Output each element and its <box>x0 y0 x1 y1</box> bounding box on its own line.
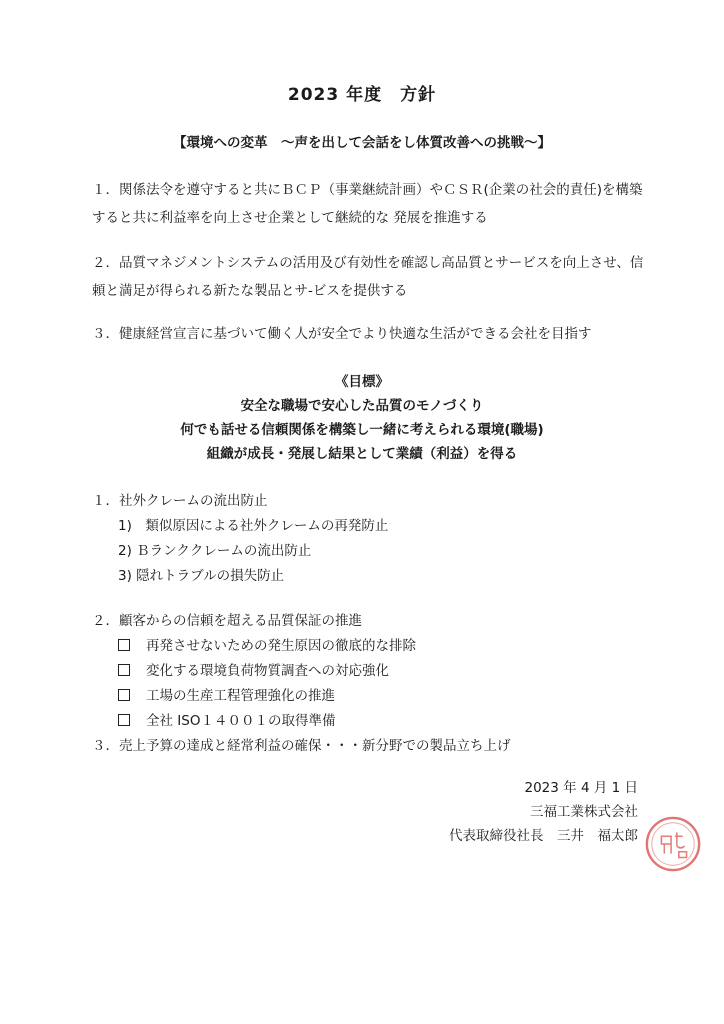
objective-heading: ３．売上予算の達成と経常利益の確保・・・新分野での製品立ち上げ <box>92 738 511 754</box>
issue-date: 2023 年 4 月 1 日 <box>524 780 638 796</box>
checkbox-icon <box>118 714 130 726</box>
objective-heading: ２．顧客からの信頼を超える品質保証の推進 <box>92 613 362 629</box>
checklist-item <box>92 634 511 659</box>
checklist-item <box>92 684 511 709</box>
representative-name: 代表取締役社長 三井 福太郎 <box>449 828 638 844</box>
objective-subitem: 3) 隠れトラブルの損失防止 <box>118 568 285 584</box>
checkbox-icon <box>118 689 130 701</box>
signature-block <box>449 776 638 848</box>
checklist-label: 工場の生産工程管理強化の推進 <box>146 688 335 704</box>
checklist-label: 変化する環境負荷物質調査への対応強化 <box>146 663 389 679</box>
checklist-item <box>92 659 511 684</box>
policy-theme: 【環境への変革 ～声を出して会話をし体質改善への挑戦～】 <box>173 135 551 151</box>
goals-block <box>0 370 724 466</box>
checkbox-icon <box>118 639 130 651</box>
objective-heading: １．社外クレームの流出防止 <box>92 493 268 509</box>
checklist-label: 再発させないための発生原因の徹底的な排除 <box>146 638 416 654</box>
company-name: 三福工業株式会社 <box>530 804 638 820</box>
policy-item: ２．品質マネジメントシステムの活用及び有効性を確認し高品質とサービスを向上させ、信頼と満足が得られる新たな製品とサ-ビスを提供する <box>92 255 644 299</box>
checkbox-icon <box>118 664 130 676</box>
goal-line: 安全な職場で安心した品質のモノづくり <box>240 398 484 414</box>
checklist-label: 全社 ISO１４００１の取得準備 <box>146 713 336 729</box>
page-title: 2023 年度 方針 <box>287 85 437 105</box>
goal-line: 組織が成長・発展し結果として業績（利益）を得る <box>206 446 518 462</box>
goal-line: 何でも話せる信頼関係を構築し一緒に考えられる環境(職場) <box>180 422 544 438</box>
objective-subitem: 2) Ｂランククレームの流出防止 <box>118 543 312 559</box>
objective-subitem: 1) 類似原因による社外クレームの再発防止 <box>118 518 389 534</box>
goals-heading: 《目標》 <box>335 374 389 390</box>
checklist-item <box>92 709 511 734</box>
policy-item: ３．健康経営宣言に基づいて働く人が安全でより快適な生活ができる会社を目指す <box>92 326 592 342</box>
policy-item: １．関係法令を遵守すると共にＢＣＰ（事業継続計画）やＣＳＲ(企業の社会的責任)を構築すると共に利益率を向上させ企業として継続的な 発展を推進する <box>92 182 643 226</box>
objective-section-2 <box>92 609 511 759</box>
company-seal-stamp <box>644 815 702 873</box>
objective-section-1 <box>92 489 388 589</box>
